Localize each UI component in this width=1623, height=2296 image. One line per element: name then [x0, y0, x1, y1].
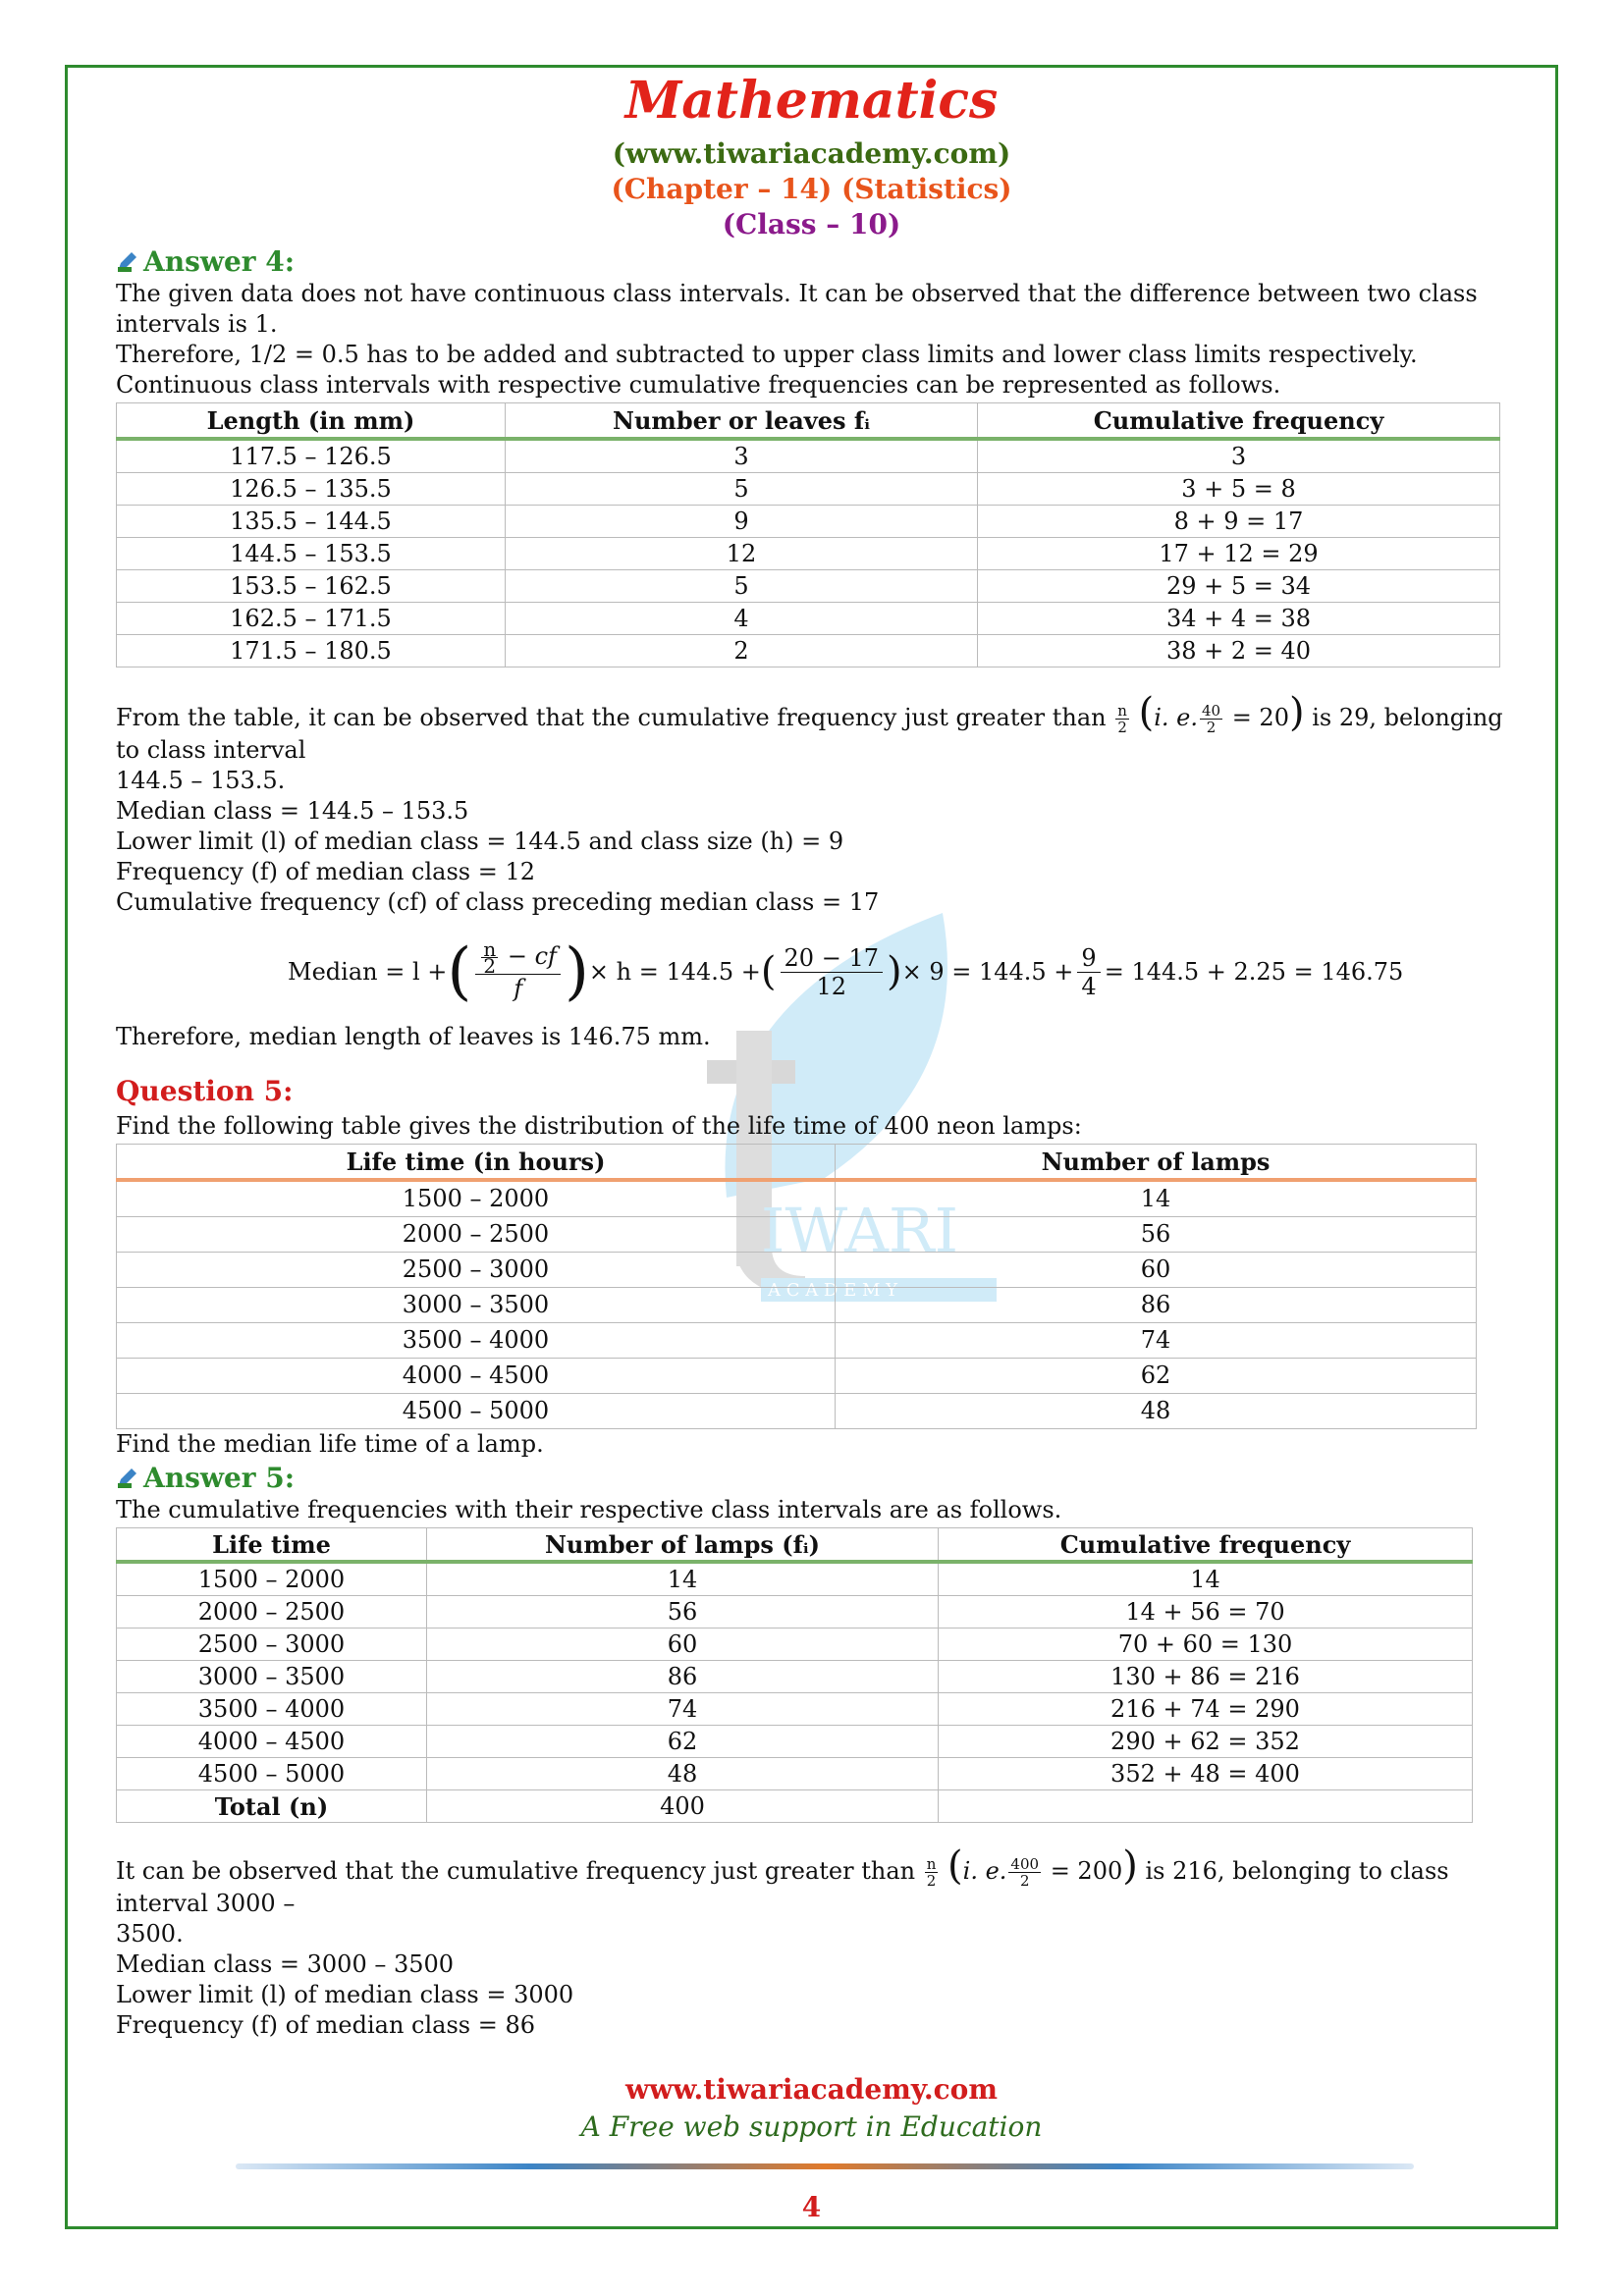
table-cell: 135.5 – 144.5	[117, 506, 506, 538]
col-header: Cumulative frequency	[978, 403, 1500, 440]
table-cell: 130 + 86 = 216	[939, 1661, 1473, 1693]
page-number: 4	[801, 2191, 822, 2223]
obs-text: From the table, it can be observed that the cumulative frequency just greater than	[116, 704, 1107, 731]
obs-text: It can be observed that the cumulative frequency just greater than	[116, 1857, 916, 1885]
table-cell: 3	[978, 439, 1500, 473]
answer-5-label: Answer 5:	[143, 1461, 296, 1494]
table-row	[117, 473, 1500, 506]
table-cell: 29 + 5 = 34	[978, 570, 1500, 603]
answer-5-obs-cont: 3500.	[116, 1920, 184, 1948]
table-cell: 5	[506, 473, 978, 506]
table-cell: 60	[836, 1253, 1477, 1288]
table-cell: 14	[939, 1562, 1473, 1596]
n-over-2-fraction: $\frac{n}{2}$	[1117, 702, 1127, 736]
table-cell: 352 + 48 = 400	[939, 1758, 1473, 1790]
table-row	[117, 1323, 1477, 1359]
table-cell: 17 + 12 = 29	[978, 538, 1500, 570]
table-cell: 2000 – 2500	[117, 1217, 836, 1253]
obs-text: is 216, belonging to class interval 3000 –	[116, 1857, 1449, 1917]
answer-4-obs-cont: 144.5 – 153.5.	[116, 767, 286, 794]
table-cell: 3500 – 4000	[117, 1323, 836, 1359]
table-cell: 2	[506, 635, 978, 667]
answer-4-cum-freq: Cumulative frequency (cf) of class preceding median class = 17	[116, 888, 880, 916]
table-cell: 4500 – 5000	[117, 1758, 427, 1790]
table-cell: 62	[427, 1726, 939, 1758]
class-label: (Class – 10)	[722, 208, 901, 240]
answer-4-frequency: Frequency (f) of median class = 12	[116, 858, 535, 885]
formula-mid2: × 9 = 144.5 +	[901, 957, 1074, 986]
col-header: Life time	[117, 1528, 427, 1563]
table-row	[117, 1758, 1473, 1790]
answer-5-lower-limit: Lower limit (l) of median class = 3000	[116, 1981, 574, 2008]
lamps-cumulative-table	[116, 1527, 1473, 1823]
n-over-2-fraction: $\frac{n}{2}$	[926, 1855, 937, 1890]
obs-text: is 29, belonging to class interval	[116, 704, 1503, 764]
400-over-2-fraction: $\frac{400}{2}$	[1010, 1855, 1040, 1890]
formula-main-fraction: $\frac{n}{2}$ − cf f	[475, 941, 561, 1002]
table-cell: 162.5 – 171.5	[117, 603, 506, 635]
question-5-ask: Find the median life time of a lamp.	[116, 1430, 544, 1458]
table-cell: 2000 – 2500	[117, 1596, 427, 1629]
table-row	[117, 1726, 1473, 1758]
answer-5-observation: It can be observed that the cumulative frequency just greater than $\frac{n}{2}$ (i. e. $\frac{400}{2}$ = 200) is 216, belonging to class interval 3000 –	[116, 1843, 1449, 1917]
formula-lhs: Median = l +	[288, 957, 448, 986]
lamps-table	[116, 1144, 1477, 1429]
pen-icon	[116, 1466, 139, 1489]
chapter-label: (Chapter – 14) (Statistics)	[611, 173, 1012, 205]
answer-4-observation: From the table, it can be observed that the cumulative frequency just greater than $\frac{n}{2}$ (i. e. $\frac{40}{2}$ = 20) is 29, belonging to class interval	[116, 690, 1503, 764]
table-cell: Total (n)	[117, 1790, 427, 1823]
table-cell: 3000 – 3500	[117, 1288, 836, 1323]
table-cell: 12	[506, 538, 978, 570]
leaves-table	[116, 402, 1500, 667]
formula-tail: = 144.5 + 2.25 = 146.75	[1104, 957, 1404, 986]
footer-url[interactable]: www.tiwariacademy.com	[625, 2073, 998, 2106]
col-header: Number of lamps (fᵢ)	[427, 1528, 939, 1563]
table-row	[117, 1217, 1477, 1253]
table-cell: 56	[836, 1217, 1477, 1253]
answer-4-p3: Continuous class intervals with respective cumulative frequencies can be represented as follows.	[116, 371, 1281, 399]
table-row	[117, 1661, 1473, 1693]
table-cell: 117.5 – 126.5	[117, 439, 506, 473]
col-header: Number of lamps	[836, 1145, 1477, 1181]
footer-divider	[236, 2163, 1414, 2169]
answer-4-lower-limit: Lower limit (l) of median class = 144.5 and class size (h) = 9	[116, 828, 844, 855]
table-cell: 400	[427, 1790, 939, 1823]
table-cell: 70 + 60 = 130	[939, 1629, 1473, 1661]
answer-4-conclusion: Therefore, median length of leaves is 146.75 mm.	[116, 1023, 711, 1050]
table-cell: 3500 – 4000	[117, 1693, 427, 1726]
table-cell: 216 + 74 = 290	[939, 1693, 1473, 1726]
table-row	[117, 439, 1500, 473]
table-row	[117, 1596, 1473, 1629]
table-row	[117, 506, 1500, 538]
table-cell: 14 + 56 = 70	[939, 1596, 1473, 1629]
table-cell: 2500 – 3000	[117, 1253, 836, 1288]
table-cell: 74	[836, 1323, 1477, 1359]
table-cell: 86	[836, 1288, 1477, 1323]
table-cell: 1500 – 2000	[117, 1180, 836, 1217]
table-row	[117, 570, 1500, 603]
table-row	[117, 1629, 1473, 1661]
table-cell: 38 + 2 = 40	[978, 635, 1500, 667]
table-cell: 144.5 – 153.5	[117, 538, 506, 570]
col-header: Number or leaves fᵢ	[506, 403, 978, 440]
formula-9-over-4: $\frac{9}{4}$	[1077, 944, 1100, 1000]
col-header: Cumulative frequency	[939, 1528, 1473, 1563]
table-row	[117, 635, 1500, 667]
40-over-2-fraction: $\frac{40}{2}$	[1201, 702, 1221, 736]
table-cell: 14	[427, 1562, 939, 1596]
table-cell: 5	[506, 570, 978, 603]
table-cell	[939, 1790, 1473, 1823]
table-cell: 34 + 4 = 38	[978, 603, 1500, 635]
table-cell: 62	[836, 1359, 1477, 1394]
table-row	[117, 1394, 1477, 1429]
page-content	[116, 243, 1530, 2041]
watermark-word: IWARI	[761, 1195, 959, 1266]
table-cell: 4000 – 4500	[117, 1359, 836, 1394]
pen-icon	[116, 249, 139, 273]
table-cell: 1500 – 2000	[117, 1562, 427, 1596]
table-cell: 4	[506, 603, 978, 635]
watermark-sub: A C A D E M Y	[768, 1280, 897, 1301]
answer-4-heading	[116, 243, 1530, 279]
table-cell: 8 + 9 = 17	[978, 506, 1500, 538]
page-title: Mathematics	[624, 71, 999, 131]
table-cell: 2500 – 3000	[117, 1629, 427, 1661]
table-row	[117, 1288, 1477, 1323]
table-row	[117, 1562, 1473, 1596]
table-cell: 3	[506, 439, 978, 473]
col-header: Life time (in hours)	[117, 1145, 836, 1181]
formula-sub-fraction: $\frac{20 - 17}{12}$	[781, 944, 883, 1000]
table-row	[117, 538, 1500, 570]
question-5-text: Find the following table gives the distribution of the life time of 400 neon lamps:	[116, 1112, 1082, 1140]
median-formula: Median = l + ( $\frac{n}{2}$ − cf f ) × h = 144.5 + ( $\frac{20 - 17}{12}$ ) × 9 = 144.5 + $\frac{9}{4}$ = 144.5 + 2.25 = 146.75	[288, 935, 1404, 1008]
table-cell: 14	[836, 1180, 1477, 1217]
footer-tagline: A Free web support in Education	[580, 2110, 1043, 2143]
table-cell: 60	[427, 1629, 939, 1661]
table-row	[117, 1180, 1477, 1217]
table-cell: 4500 – 5000	[117, 1394, 836, 1429]
site-url: (www.tiwariacademy.com)	[612, 137, 1011, 170]
answer-5-heading	[116, 1460, 1530, 1495]
table-cell: 3 + 5 = 8	[978, 473, 1500, 506]
formula-mid: × h = 144.5 +	[588, 957, 761, 986]
table-cell: 9	[506, 506, 978, 538]
table-cell: 3000 – 3500	[117, 1661, 427, 1693]
answer-4-p2: Therefore, 1/2 = 0.5 has to be added and subtracted to upper class limits and lower class limits respectively.	[116, 341, 1418, 368]
table-cell: 171.5 – 180.5	[117, 635, 506, 667]
answer-4-label: Answer 4:	[143, 244, 296, 278]
table-row-total	[117, 1790, 1473, 1823]
table-cell: 4000 – 4500	[117, 1726, 427, 1758]
answer-4-median-class: Median class = 144.5 – 153.5	[116, 797, 469, 825]
answer-5-median-class: Median class = 3000 – 3500	[116, 1950, 455, 1978]
table-cell: 56	[427, 1596, 939, 1629]
table-cell: 86	[427, 1661, 939, 1693]
question-5-heading: Question 5:	[116, 1075, 294, 1107]
table-row	[117, 1693, 1473, 1726]
table-cell: 126.5 – 135.5	[117, 473, 506, 506]
answer-5-text: The cumulative frequencies with their respective class intervals are as follows.	[116, 1496, 1062, 1523]
col-header: Length (in mm)	[117, 403, 506, 440]
table-row	[117, 1359, 1477, 1394]
answer-5-frequency: Frequency (f) of median class = 86	[116, 2011, 535, 2039]
table-row	[117, 1253, 1477, 1288]
table-cell: 290 + 62 = 352	[939, 1726, 1473, 1758]
table-cell: 48	[427, 1758, 939, 1790]
table-row	[117, 603, 1500, 635]
table-cell: 153.5 – 162.5	[117, 570, 506, 603]
table-cell: 48	[836, 1394, 1477, 1429]
table-cell: 74	[427, 1693, 939, 1726]
answer-4-p1: The given data does not have continuous class intervals. It can be observed that the difference between two class intervals is 1.	[116, 280, 1478, 338]
